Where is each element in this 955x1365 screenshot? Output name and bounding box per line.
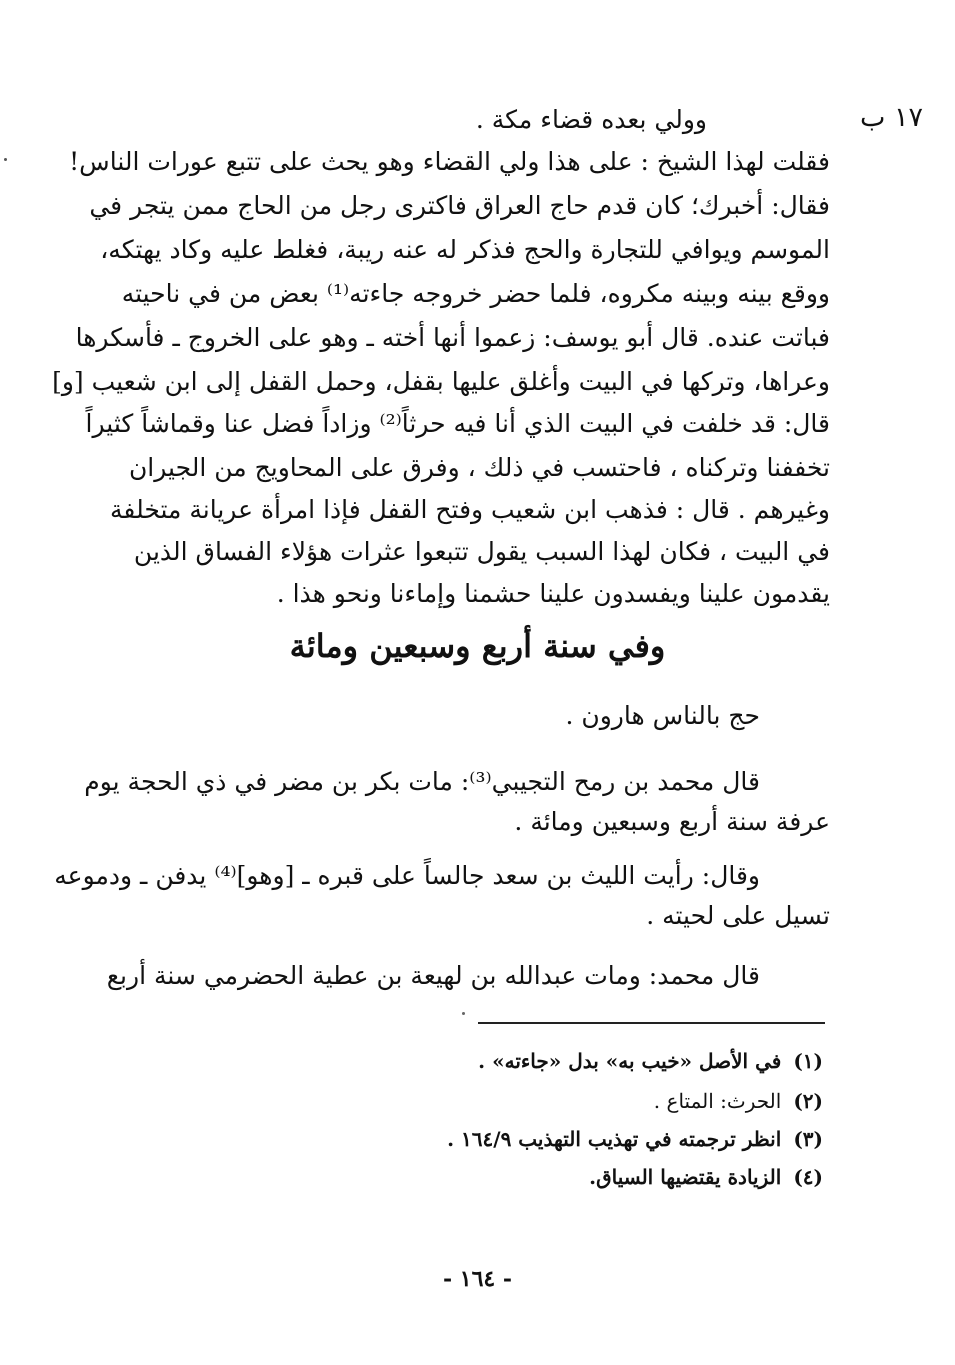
- paragraph-ibn-rumh-line-1: قال محمد بن رمح التجيبي⁽³⁾: مات بكر بن مضر في ذي الحجة يوم: [84, 767, 760, 796]
- scan-speck-2: [462, 1012, 465, 1015]
- paragraph-ibn-lahia: قال محمد: ومات عبدالله بن لهيعة بن عطية الحضرمي سنة أربع: [106, 961, 760, 990]
- body-line-7: وعراها، وتركها في البيت وأغلق عليها بقفل، وحمل القفل إلى ابن شعيب [و]: [52, 367, 830, 396]
- paragraph-layth-line-1: وقال: رأيت الليث بن سعد جالساً على قبره ـ [وهو]⁽⁴⁾ يدفن ـ ودموعه: [54, 861, 760, 890]
- body-line-9: تخففنا وتركناه ، فاحتسب في ذلك ، وفرق على المحاويج من الجيران: [128, 453, 830, 482]
- body-line-2: فقلت لهذا الشيخ : على هذا ولي القضاء وهو يحث على تتبع عورات الناس!: [69, 147, 830, 176]
- footnote-4: [223, 1160, 823, 1194]
- body-line-10: وغيرهم . قال : فذهب ابن شعيب وفتح القفل فإذا امرأة عريانة متخلفة: [110, 495, 830, 524]
- body-line-12: يقدمون علينا ويفسدون علينا حشمنا وإماءنا ونحو هذا .: [276, 579, 830, 608]
- section-heading: وفي سنة أربع وسبعين ومائة: [289, 627, 666, 665]
- page-number: - ١٦٤ -: [442, 1266, 513, 1292]
- footnote-number: (١): [793, 1049, 823, 1073]
- footnote-text: في الأصل «خيب به» بدل «جاءته» .: [478, 1049, 782, 1073]
- footnote-number: (٣): [793, 1127, 823, 1151]
- footnote-separator: [478, 1022, 825, 1024]
- footnote-text: انظر ترجمته في تهذيب التهذيب ١٦٤/٩ .: [447, 1127, 782, 1151]
- footnote-2: [223, 1084, 823, 1118]
- body-line-1: وولي بعده قضاء مكة .: [475, 105, 707, 134]
- body-line-8: قال: قد خلفت في البيت الذي أنا فيه حرثاً⁽²⁾ وزاداً فضل عنا وقماشاً كثيراً: [85, 409, 830, 438]
- folio-margin-note: ١٧ ب: [859, 102, 923, 133]
- body-line-3: فقال: أخبرك؛ كان قدم حاج العراق فاكترى رجل من الحاج ممن يتجر في: [89, 191, 830, 220]
- footnote-number: (٤): [793, 1165, 823, 1189]
- body-line-4: الموسم ويوافي للتجارة والحج فذكر له عنه ريبة، فغلط عليه وكاد يهتكه،: [100, 235, 830, 264]
- paragraph-hajj: حج بالناس هارون .: [565, 701, 760, 730]
- footnote-3: [223, 1122, 823, 1156]
- footnote-text: الزيادة يقتضيها السياق.: [589, 1165, 782, 1189]
- paragraph-ibn-rumh-line-2: عرفة سنة أربع وسبعين ومائة .: [514, 807, 830, 836]
- scan-speck: [4, 158, 7, 161]
- footnote-text: الحرث: المتاع .: [653, 1089, 782, 1113]
- paragraph-layth-line-2: تسيل على لحيته .: [646, 901, 830, 930]
- body-line-6: فباتت عنده. قال أبو يوسف: زعموا أنها أخته ـ وهو على الخروج ـ فأسكرها: [75, 323, 830, 352]
- body-line-11: في البيت ، فكان لهذا السبب يقول تتبعوا عثرات هؤلاء الفساق الذين: [133, 537, 830, 566]
- footnote-1: [223, 1044, 823, 1078]
- footnote-number: (٢): [793, 1089, 823, 1113]
- body-line-5: ووقع بينه وبينه مكروه، فلما حضر خروجه جاءته⁽¹⁾ بعض من في ناحيته: [121, 279, 830, 308]
